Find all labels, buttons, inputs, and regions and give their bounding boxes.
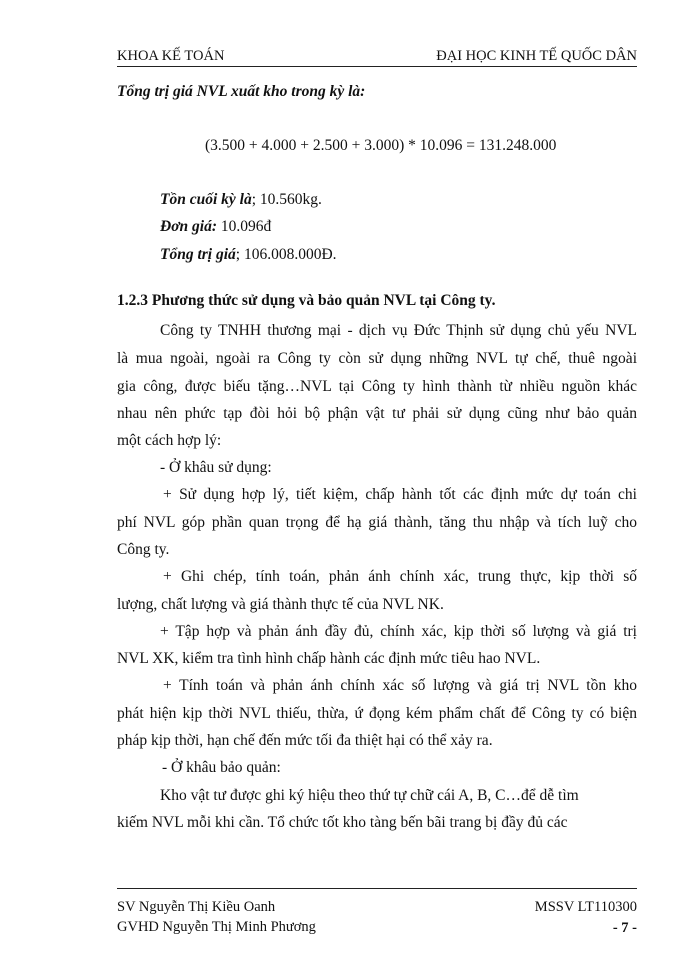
paragraph1-line4: nhau nên phức tạp đòi hỏi bộ phận vật tư phải sử dụng cũng như bảo quản [117,405,637,422]
section-heading: 1.2.3 Phương thức sử dụng và bảo quản NVL tại Công ty. [117,292,496,309]
bullet2-line2: lượng, chất lượng và giá thành thực tế của NVL NK. [117,596,444,613]
bullet1-line3: Công ty. [117,541,170,558]
formula: (3.500 + 4.000 + 2.500 + 3.000) * 10.096 = 131.248.000 [205,137,557,154]
footer-advisor: GVHD Nguyễn Thị Minh Phương [117,919,316,935]
paragraph1-line5: một cách hợp lý: [117,432,222,449]
bullet1-line1: + Sử dụng hợp lý, tiết kiệm, chấp hành tốt các định mức dự toán chi [163,486,637,503]
bullet4-line2: phát hiện kịp thời NVL thiếu, thừa, ứ đọng kém phẩm chất để Công ty có biện [117,705,637,722]
footer-student-id: MSSV LT110300 [534,899,637,915]
paragraph1-line1: Công ty TNHH thương mại - dịch vụ Đức Thịnh sử dụng chủ yếu NVL [160,322,637,339]
paragraph2-line1: Kho vật tư được ghi ký hiệu theo thứ tự chữ cái A, B, C…để dễ tìm [160,787,579,804]
bullet4-line1: + Tính toán và phản ánh chính xác số lượng và giá trị NVL tồn kho [163,677,637,694]
bullet2-line1: + Ghi chép, tính toán, phản ánh chính xác, trung thực, kịp thời số [163,568,637,585]
total-export-title: Tổng trị giá NVL xuất kho trong kỳ là: [117,83,366,100]
closing-stock-label: Tồn cuối kỳ là [160,191,252,208]
unit-price-label: Đơn giá: [160,218,217,235]
usage-stage: - Ở khâu sử dụng: [160,459,272,476]
unit-price-value: 10.096đ [216,218,272,235]
bullet4-line3: pháp kịp thời, hạn chế đến mức tối đa thiệt hại có thể xảy ra. [117,732,493,749]
bullet3-line1: + Tập hợp và phản ánh đầy đủ, chính xác, kịp thời số lượng và giá trị [160,623,637,640]
paragraph1-line2: là mua ngoài, ngoài ra Công ty còn sử dụng những NVL tự chế, thuê ngoài [117,350,637,367]
total-value-value: ; 106.008.000Đ. [235,246,337,263]
total-value-label: Tổng trị giá [160,246,236,263]
paragraph1-line3: gia công, được biếu tặng…NVL tại Công ty hình thành từ nhiều nguồn khác [117,378,637,395]
unit-price [160,218,271,236]
page-footer [117,888,637,949]
header-university: ĐẠI HỌC KINH TẾ QUỐC DÂN [436,48,637,64]
storage-stage: - Ở khâu bảo quản: [162,759,281,776]
footer-student: SV Nguyễn Thị Kiều Oanh [117,899,276,915]
header-faculty: KHOA KẾ TOÁN [117,48,225,64]
total-value [160,246,337,264]
page-number: - 7 - [612,920,637,936]
bullet1-line2: phí NVL góp phần quan trọng để hạ giá thành, tăng thu nhập và tích luỹ cho [117,514,637,531]
closing-stock [160,191,322,209]
closing-stock-value: ; 10.560kg. [251,191,322,208]
paragraph2-line2: kiếm NVL mỗi khi cần. Tổ chức tốt kho tàng bến bãi trang bị đầy đủ các [117,814,568,831]
page-header [117,46,637,67]
bullet3-line2: NVL XK, kiểm tra tình hình chấp hành các định mức tiêu hao NVL. [117,650,541,667]
